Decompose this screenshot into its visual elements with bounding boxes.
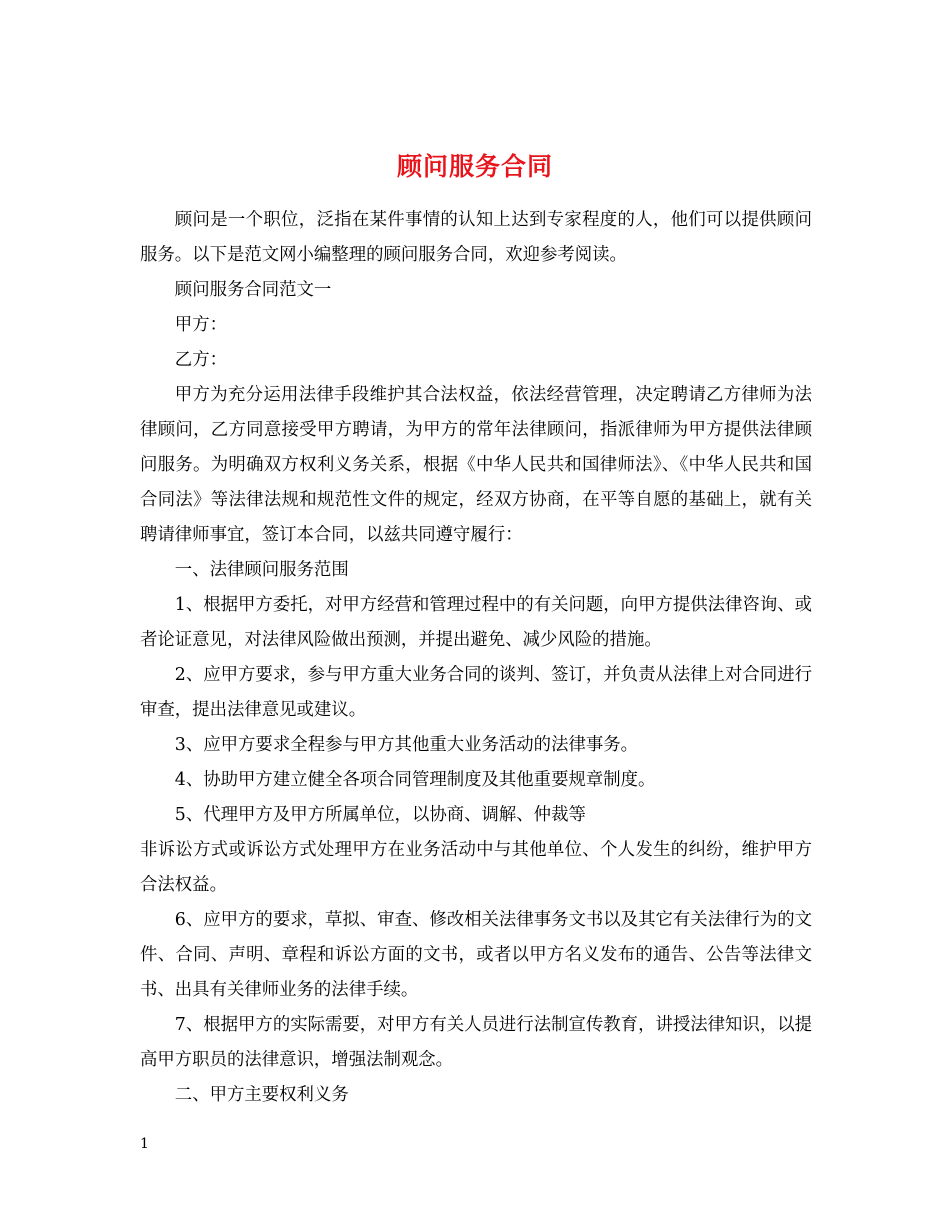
paragraph: 7、根据甲方的实际需要，对甲方有关人员进行法制宣传教育，讲授法律知识，以提高甲方职员的法律意识，增强法制观念。: [140, 1015, 812, 1070]
document-body: [140, 203, 812, 1113]
paragraph: 乙方：: [174, 350, 227, 370]
paragraph: 甲方：: [174, 315, 227, 335]
paragraph: 顾问是一个职位，泛指在某件事情的认知上达到专家程度的人，他们可以提供顾问服务。以下是范文网小编整理的顾问服务合同，欢迎参考阅读。: [140, 210, 812, 265]
paragraph: 一、法律顾问服务范围: [174, 560, 349, 580]
paragraph: 2、应甲方要求，参与甲方重大业务合同的谈判、签订，并负责从法律上对合同进行审查，提出法律意见或建议。: [140, 665, 812, 720]
paragraph: 二、甲方主要权利义务: [174, 1085, 349, 1105]
paragraph: 4、协助甲方建立健全各项合同管理制度及其他重要规章制度。: [174, 770, 656, 790]
document-title: 顾问服务合同: [396, 151, 553, 181]
paragraph: 顾问服务合同范文一: [174, 280, 332, 300]
page-number: 1: [140, 1136, 149, 1152]
paragraph: 非诉讼方式或诉讼方式处理甲方在业务活动中与其他单位、个人发生的纠纷，维护甲方合法权益。: [140, 840, 812, 895]
paragraph: 5、代理甲方及甲方所属单位，以协商、调解、仲裁等: [174, 805, 586, 825]
paragraph: 3、应甲方要求全程参与甲方其他重大业务活动的法律事务。: [174, 735, 639, 755]
paragraph: 1、根据甲方委托，对甲方经营和管理过程中的有关问题，向甲方提供法律咨询、或者论证意见，对法律风险做出预测，并提出避免、减少风险的措施。: [140, 595, 812, 650]
paragraph: 6、应甲方的要求，草拟、审查、修改相关法律事务文书以及其它有关法律行为的文件、合同、声明、章程和诉讼方面的文书，或者以甲方名义发布的通告、公告等法律文书、出具有关律师业务的法律手续。: [140, 910, 812, 1000]
paragraph: 甲方为充分运用法律手段维护其合法权益，依法经营管理，决定聘请乙方律师为法律顾问，乙方同意接受甲方聘请，为甲方的常年法律顾问，指派律师为甲方提供法律顾问服务。为明确双方权利义务关系，根据《中华人民共和国律师法》、《中华人民共和国合同法》等法律法规和规范性文件的规定，经双方协商，在平等自愿的基础上，就有关聘请律师事宜，签订本合同，以兹共同遵守履行：: [140, 385, 812, 545]
